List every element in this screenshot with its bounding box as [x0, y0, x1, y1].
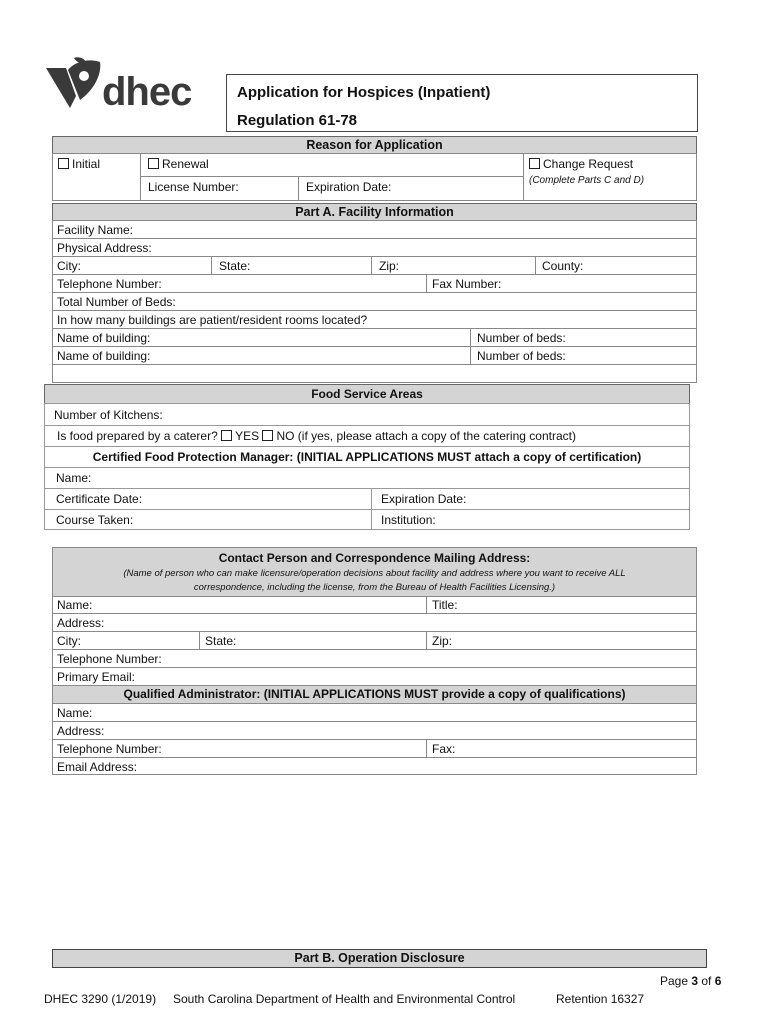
part-a-header: Part A. Facility Information	[52, 203, 697, 221]
contact-section	[52, 547, 697, 775]
reason-header: Reason for Application	[52, 136, 697, 154]
contact-telephone-field[interactable]: Telephone Number:	[57, 652, 162, 666]
fax-field[interactable]: Fax Number:	[432, 277, 502, 291]
building-beds-field-2[interactable]: Number of beds:	[477, 349, 566, 363]
reason-section	[52, 153, 697, 201]
page-current: 3	[691, 974, 699, 988]
building-beds-field-1[interactable]: Number of beds:	[477, 331, 566, 345]
zip-field[interactable]: Zip:	[379, 259, 400, 273]
admin-email-field[interactable]: Email Address:	[57, 760, 138, 774]
certificate-date-field[interactable]: Certificate Date:	[56, 492, 143, 506]
admin-name-field[interactable]: Name:	[57, 706, 93, 720]
form-title: Application for Hospices (Inpatient)	[237, 84, 491, 101]
admin-telephone-field[interactable]: Telephone Number:	[57, 742, 162, 756]
contact-zip-field[interactable]: Zip:	[432, 634, 453, 648]
contact-city-field[interactable]: City:	[57, 634, 81, 648]
admin-header: Qualified Administrator: (INITIAL APPLICATIONS MUST provide a copy of qualifications)	[53, 686, 696, 704]
part-b-header: Part B. Operation Disclosure	[52, 949, 707, 968]
regulation-title: Regulation 61-78	[237, 112, 358, 129]
building-name-field-1[interactable]: Name of building:	[57, 331, 151, 345]
expiration-date-field[interactable]: Expiration Date:	[306, 180, 392, 194]
dhec-logo	[44, 56, 224, 120]
logo-text: dhec	[102, 70, 192, 114]
caterer-no-checkbox[interactable]	[262, 429, 575, 443]
buildings-question[interactable]: In how many buildings are patient/resident rooms located?	[57, 313, 368, 327]
cfpm-header: Certified Food Protection Manager: (INITIAL APPLICATIONS MUST attach a copy of certification)	[92, 450, 642, 464]
page-of: of	[698, 974, 715, 988]
admin-address-field[interactable]: Address:	[57, 724, 105, 738]
admin-fax-field[interactable]: Fax:	[432, 742, 456, 756]
building-name-field-2[interactable]: Name of building:	[57, 349, 151, 363]
kitchens-field[interactable]: Number of Kitchens:	[54, 408, 163, 422]
page-prefix: Page	[660, 974, 692, 988]
license-number-field[interactable]: License Number:	[148, 180, 239, 194]
change-request-label: Change Request	[543, 157, 634, 171]
dhec-leaf-icon	[44, 56, 106, 116]
renewal-checkbox[interactable]	[148, 157, 209, 171]
contact-title-field[interactable]: Title:	[432, 598, 458, 612]
change-request-checkbox[interactable]	[529, 157, 633, 171]
contact-address-field[interactable]: Address:	[57, 616, 105, 630]
change-request-note: (Complete Parts C and D)	[529, 175, 645, 186]
food-service-header: Food Service Areas	[44, 384, 690, 404]
contact-header-band	[53, 548, 696, 597]
food-service-section	[44, 403, 690, 530]
city-field[interactable]: City:	[57, 259, 81, 273]
title-box	[226, 74, 698, 132]
telephone-field[interactable]: Telephone Number:	[57, 277, 162, 291]
total-beds-field[interactable]: Total Number of Beds:	[57, 295, 176, 309]
renewal-label: Renewal	[162, 157, 209, 171]
contact-note-2: correspondence, including the license, from the Bureau of Health Facilities Licensing.)	[193, 582, 556, 593]
caterer-yes-checkbox[interactable]	[221, 429, 259, 443]
initial-label: Initial	[72, 157, 101, 171]
caterer-no-label: NO (if yes, please attach a copy of the catering contract)	[276, 429, 576, 443]
contact-email-field[interactable]: Primary Email:	[57, 670, 136, 684]
institution-field[interactable]: Institution:	[381, 513, 436, 527]
facility-name-field[interactable]: Facility Name:	[57, 223, 134, 237]
contact-state-field[interactable]: State:	[205, 634, 237, 648]
cfpm-name-field[interactable]: Name:	[56, 471, 92, 485]
caterer-yes-label: YES	[235, 429, 260, 443]
footer-agency: South Carolina Department of Health and Environmental Control	[173, 992, 516, 1006]
page-total: 6	[714, 974, 722, 988]
physical-address-field[interactable]: Physical Address:	[57, 241, 152, 255]
county-field[interactable]: County:	[542, 259, 584, 273]
caterer-question-text: Is food prepared by a caterer?	[57, 429, 218, 443]
footer-form-number: DHEC 3290 (1/2019)	[44, 992, 157, 1006]
footer-retention: Retention 16327	[556, 992, 645, 1006]
contact-note-1: (Name of person who can make licensure/operation decisions about facility and address where you want to receive ALL	[123, 568, 626, 579]
part-a-section	[52, 220, 697, 383]
contact-header: Contact Person and Correspondence Mailing Address:	[218, 551, 531, 565]
cfpm-expiration-field[interactable]: Expiration Date:	[381, 492, 467, 506]
course-taken-field[interactable]: Course Taken:	[56, 513, 134, 527]
page-number	[660, 974, 721, 988]
contact-name-field[interactable]: Name:	[57, 598, 93, 612]
state-field[interactable]: State:	[219, 259, 251, 273]
initial-checkbox[interactable]	[58, 157, 100, 171]
caterer-question	[57, 429, 576, 443]
